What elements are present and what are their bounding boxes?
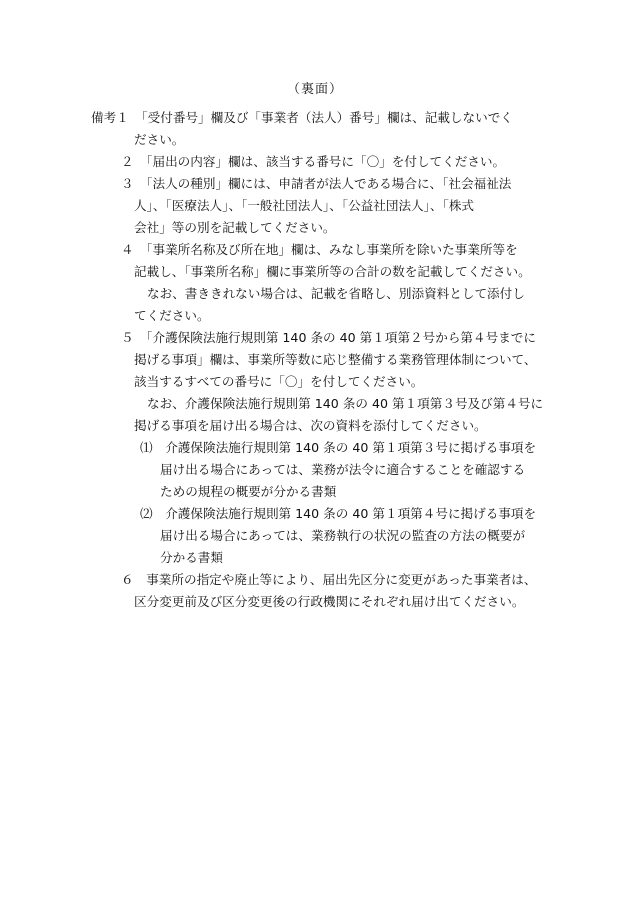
note-5-line-2: 掲げる事項」欄は、事業所等数に応じ整備する業務管理体制について、 <box>134 352 537 367</box>
note-3-line-2: 人」、「医療法人」、「一般社団法人」、「公益社団法人」、「株式 <box>134 198 475 213</box>
note-5-line-1: ５ 「介護保険法施行規則第 140 条の 40 第１項第２号から第４号までに <box>121 330 536 345</box>
note-3-line-3: 会社」等の別を記載してください。 <box>134 220 336 235</box>
note-5-sub-1-line-3: ための規程の概要が分かる書類 <box>160 484 337 499</box>
note-5-line-4: なお、介護保険法施行規則第 140 条の 40 第１項第３号及び第４号に <box>147 396 544 411</box>
note-5-line-5: 掲げる事項を届け出る場合は、次の資料を添付してください。 <box>134 418 487 433</box>
note-5-sub-2-line-3: 分かる書類 <box>160 550 223 565</box>
note-6-line-1: ６ 事業所の指定や廃止等により、届出先区分に変更があった事業者は、 <box>121 572 537 587</box>
page-side-title: （裏面） <box>286 82 343 97</box>
note-5-sub-2-line-2: 届け出る場合にあっては、業務執行の状況の監査の方法の概要が <box>160 528 526 543</box>
note-1-line-2: ださい。 <box>134 132 185 147</box>
note-5-sub-2-line-1: ⑵ 介護保険法施行規則第 140 条の 40 第１項第４号に掲げる事項を <box>140 506 537 521</box>
note-5-sub-1-line-2: 届け出る場合にあっては、業務が法令に適合することを確認する <box>160 462 526 477</box>
note-1-line-1: 備考１ 「受付番号」欄及び「事業者（法人）番号」欄は、記載しないでく <box>91 110 513 125</box>
note-5-line-3: 該当するすべての番号に「〇」を付してください。 <box>134 374 424 389</box>
note-5-sub-1-line-1: ⑴ 介護保険法施行規則第 140 条の 40 第１項第３号に掲げる事項を <box>140 440 537 455</box>
note-2-line-1: ２ 「届出の内容」欄は、該当する番号に「〇」を付してください。 <box>121 154 506 169</box>
note-4-line-1: ４ 「事業所名称及び所在地」欄は、みなし事業所を除いた事業所等を <box>121 242 518 257</box>
note-6-line-2: 区分変更前及び区分変更後の行政機関にそれぞれ届け出てください。 <box>134 594 525 609</box>
note-3-line-1: ３ 「法人の種別」欄には、申請者が法人である場合に、「社会福祉法 <box>121 176 512 191</box>
note-4-line-3: なお、書ききれない場合は、記載を省略し、別添資料として添付し <box>147 286 525 301</box>
note-4-line-2: 記載し、「事業所名称」欄に事業所等の合計の数を記載してください。 <box>134 264 531 279</box>
note-4-line-4: てください。 <box>134 308 210 323</box>
